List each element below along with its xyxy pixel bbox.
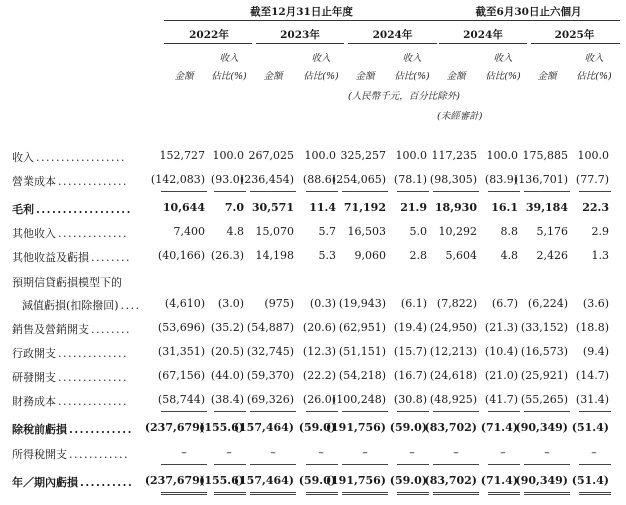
row-label bbox=[12, 446, 129, 462]
cell-amount: 2,426 bbox=[536, 249, 568, 262]
cell-amount: (12,213) bbox=[429, 345, 477, 358]
year-header-2024-h1: 2024年 bbox=[463, 29, 503, 41]
cell-amount: (6,224) bbox=[527, 297, 568, 310]
row-label bbox=[12, 149, 126, 165]
cell-amount: (4,610) bbox=[164, 297, 205, 310]
cell-pct: 100.0 bbox=[212, 149, 244, 162]
subtotal-rule bbox=[161, 411, 207, 412]
col-pct-line2: 佔比(%) bbox=[303, 71, 339, 82]
dot-leader: .................. bbox=[36, 203, 132, 216]
cell-amount: 267,025 bbox=[248, 149, 294, 162]
cell-pct: (31.4) bbox=[575, 393, 609, 406]
cell-amount: 117,235 bbox=[431, 149, 477, 162]
period-header-half-year: 截至6月30日止六個月 bbox=[475, 6, 582, 18]
cell-pct: (51.4) bbox=[571, 421, 609, 434]
cell-amount: (69,326) bbox=[246, 393, 294, 406]
cell-pct: (44.0) bbox=[210, 369, 244, 382]
total-double-rule bbox=[214, 492, 246, 495]
cell-amount: (191,756) bbox=[325, 474, 386, 487]
subtotal-rule bbox=[342, 411, 388, 412]
cell-amount: 10,644 bbox=[162, 201, 205, 214]
subtotal-rule bbox=[579, 411, 611, 412]
cell-amount: (100,248) bbox=[331, 393, 386, 406]
cell-pct: (16.7) bbox=[393, 369, 427, 382]
cell-pct: (18.8) bbox=[575, 321, 609, 334]
dot-leader: .................. bbox=[36, 151, 126, 164]
dot-leader: ............ bbox=[69, 448, 129, 461]
total-double-rule bbox=[161, 492, 207, 495]
cell-pct: (78.1) bbox=[393, 173, 427, 186]
cell-pct: (155.6) bbox=[199, 474, 244, 487]
cell-amount: (254,065) bbox=[331, 173, 386, 186]
subtotal-rule bbox=[250, 191, 296, 192]
cell-amount: – bbox=[453, 446, 459, 459]
cell-pct: 8.8 bbox=[500, 225, 518, 238]
cell-pct: 100.0 bbox=[486, 149, 518, 162]
row-label bbox=[12, 274, 122, 290]
unaudited-note: (未經審計) bbox=[437, 111, 483, 122]
cell-pct: (71.4) bbox=[480, 474, 518, 487]
row-label-text: 除稅前虧損 bbox=[12, 423, 67, 436]
cell-pct: (71.4) bbox=[480, 421, 518, 434]
dot-leader: .............. bbox=[58, 175, 128, 188]
row-label-text: 收入 bbox=[12, 151, 34, 164]
total-double-rule bbox=[397, 492, 429, 495]
cell-amount: 30,571 bbox=[251, 201, 294, 214]
cell-pct: 5.7 bbox=[318, 225, 336, 238]
subtotal-rule bbox=[397, 464, 429, 465]
subtotal-rule bbox=[306, 191, 338, 192]
cell-amount: 18,930 bbox=[434, 201, 477, 214]
subtotal-rule bbox=[579, 464, 611, 465]
col-amount-2024-h1: 金額 bbox=[446, 71, 466, 82]
cell-amount: – bbox=[270, 446, 276, 459]
subtotal-rule bbox=[488, 411, 520, 412]
col-pct-2022 bbox=[207, 52, 251, 84]
cell-amount: – bbox=[362, 446, 368, 459]
year-header-2025-h1-rule bbox=[531, 43, 620, 44]
subtotal-rule bbox=[161, 191, 207, 192]
total-double-rule bbox=[306, 492, 338, 495]
cell-amount: 39,184 bbox=[525, 201, 568, 214]
cell-amount: (157,464) bbox=[233, 474, 294, 487]
col-pct-line1: 收入 bbox=[402, 53, 422, 64]
cell-amount: (16,573) bbox=[520, 345, 568, 358]
cell-pct: (20.5) bbox=[210, 345, 244, 358]
col-pct-2024-h1 bbox=[481, 52, 525, 84]
cell-pct: (59.0) bbox=[298, 421, 336, 434]
period-header-fiscal-year-rule bbox=[164, 20, 439, 21]
year-header-2022-rule bbox=[164, 43, 252, 44]
cell-amount: – bbox=[544, 446, 550, 459]
dot-leader: .............. bbox=[58, 371, 128, 384]
cell-amount: 15,070 bbox=[255, 225, 294, 238]
total-double-rule bbox=[524, 492, 570, 495]
cell-amount: (237,679) bbox=[144, 421, 205, 434]
col-pct-2024 bbox=[390, 52, 434, 84]
cell-amount: (51,151) bbox=[338, 345, 386, 358]
dot-leader: .... bbox=[120, 299, 141, 312]
cell-pct: – bbox=[591, 446, 597, 459]
cell-pct: (26.3) bbox=[210, 249, 244, 262]
cell-amount: (191,756) bbox=[325, 421, 386, 434]
cell-amount: – bbox=[181, 446, 187, 459]
cell-pct: (6.1) bbox=[400, 297, 427, 310]
total-double-rule bbox=[342, 492, 388, 495]
cell-amount: (98,305) bbox=[429, 173, 477, 186]
cell-amount: 71,192 bbox=[343, 201, 386, 214]
subtotal-rule bbox=[306, 411, 338, 412]
cell-amount: (83,702) bbox=[424, 421, 477, 434]
cell-pct: (155.6) bbox=[199, 421, 244, 434]
row-label-text: 減值虧損(扣除撥回) bbox=[22, 299, 119, 312]
cell-pct: (20.6) bbox=[302, 321, 336, 334]
cell-pct: 11.4 bbox=[309, 201, 336, 214]
subtotal-rule bbox=[214, 411, 246, 412]
unit-note: (人民幣千元，百分比除外) bbox=[348, 91, 460, 102]
row-label bbox=[12, 345, 128, 361]
dot-leader: .............. bbox=[58, 395, 128, 408]
subtotal-rule bbox=[433, 191, 479, 192]
year-header-2024-rule bbox=[348, 43, 437, 44]
year-header-2024: 2024年 bbox=[372, 29, 413, 41]
dot-leader: .......... bbox=[80, 476, 134, 489]
cell-pct: 100.0 bbox=[395, 149, 427, 162]
cell-pct: 16.1 bbox=[491, 201, 518, 214]
subtotal-rule bbox=[342, 191, 388, 192]
cell-pct: (88.6) bbox=[302, 173, 336, 186]
cell-amount: 14,198 bbox=[255, 249, 294, 262]
col-amount-2025-h1: 金額 bbox=[537, 71, 557, 82]
cell-amount: 7,400 bbox=[173, 225, 205, 238]
cell-pct: (59.0) bbox=[389, 421, 427, 434]
total-double-rule bbox=[433, 492, 479, 495]
dot-leader: .............. bbox=[58, 227, 128, 240]
cell-amount: (67,156) bbox=[157, 369, 205, 382]
cell-amount: 10,292 bbox=[438, 225, 477, 238]
year-header-2025-h1: 2025年 bbox=[554, 29, 595, 41]
dot-leader: ........ bbox=[91, 251, 131, 264]
cell-amount: (33,152) bbox=[520, 321, 568, 334]
col-pct-line2: 佔比(%) bbox=[211, 71, 247, 82]
subtotal-rule bbox=[524, 191, 570, 192]
col-pct-line1: 收入 bbox=[219, 53, 239, 64]
row-label-text: 財務成本 bbox=[12, 395, 56, 408]
subtotal-rule bbox=[214, 464, 246, 465]
cell-pct: (41.7) bbox=[484, 393, 518, 406]
subtotal-rule bbox=[161, 464, 207, 465]
subtotal-rule bbox=[524, 411, 570, 412]
cell-pct: 100.0 bbox=[577, 149, 609, 162]
row-label-text: 行政開支 bbox=[12, 347, 56, 360]
cell-pct: (0.3) bbox=[309, 297, 336, 310]
cell-pct: 1.3 bbox=[591, 249, 609, 262]
cell-pct: – bbox=[318, 446, 324, 459]
row-label-text: 營業成本 bbox=[12, 175, 56, 188]
cell-pct: – bbox=[500, 446, 506, 459]
cell-amount: 175,885 bbox=[522, 149, 568, 162]
cell-pct: (6.7) bbox=[491, 297, 518, 310]
cell-pct: (35.2) bbox=[210, 321, 244, 334]
cell-amount: (136,701) bbox=[513, 173, 568, 186]
cell-pct: 5.0 bbox=[409, 225, 427, 238]
cell-pct: 7.0 bbox=[224, 201, 244, 214]
subtotal-rule bbox=[250, 464, 296, 465]
col-pct-line1: 收入 bbox=[311, 53, 331, 64]
row-label-text: 銷售及營銷開支 bbox=[12, 323, 89, 336]
row-label-text: 其他收益及虧損 bbox=[12, 251, 89, 264]
dot-leader: ........ bbox=[91, 323, 131, 336]
row-label bbox=[12, 474, 133, 490]
cell-pct: – bbox=[226, 446, 232, 459]
col-pct-2025-h1 bbox=[572, 52, 616, 84]
cell-amount: (55,265) bbox=[520, 393, 568, 406]
subtotal-rule bbox=[433, 411, 479, 412]
year-header-2023: 2023年 bbox=[280, 29, 320, 41]
cell-amount: 5,604 bbox=[445, 249, 477, 262]
row-label-text: 所得稅開支 bbox=[12, 448, 67, 461]
cell-amount: (32,745) bbox=[246, 345, 294, 358]
dot-leader: .............. bbox=[58, 347, 128, 360]
subtotal-rule bbox=[433, 464, 479, 465]
cell-amount: (90,349) bbox=[515, 421, 568, 434]
subtotal-rule bbox=[524, 464, 570, 465]
cell-amount: (90,349) bbox=[515, 474, 568, 487]
cell-amount: 9,060 bbox=[354, 249, 386, 262]
col-amount-2024: 金額 bbox=[355, 71, 375, 82]
cell-pct: (26.0) bbox=[302, 393, 336, 406]
cell-pct: (59.0) bbox=[389, 474, 427, 487]
cell-amount: (83,702) bbox=[424, 474, 477, 487]
cell-amount: (58,744) bbox=[157, 393, 205, 406]
cell-amount: (53,696) bbox=[157, 321, 205, 334]
cell-pct: 2.8 bbox=[409, 249, 427, 262]
row-label bbox=[22, 297, 141, 313]
cell-pct: (12.3) bbox=[302, 345, 336, 358]
cell-amount: 325,257 bbox=[340, 149, 386, 162]
cell-amount: (31,351) bbox=[157, 345, 205, 358]
cell-pct: 21.9 bbox=[400, 201, 427, 214]
cell-pct: (9.4) bbox=[582, 345, 609, 358]
row-label-text: 預期信貸虧損模型下的 bbox=[12, 276, 122, 289]
cell-amount: 16,503 bbox=[347, 225, 386, 238]
cell-pct: 2.9 bbox=[591, 225, 609, 238]
row-label-text: 毛利 bbox=[12, 203, 34, 216]
row-label bbox=[12, 201, 132, 217]
subtotal-rule bbox=[488, 464, 520, 465]
cell-pct: (38.4) bbox=[210, 393, 244, 406]
year-header-2022: 2022年 bbox=[189, 29, 229, 41]
col-pct-line1: 收入 bbox=[493, 53, 513, 64]
subtotal-rule bbox=[397, 191, 429, 192]
year-header-2023-rule bbox=[256, 43, 344, 44]
cell-amount: (19,943) bbox=[338, 297, 386, 310]
row-label bbox=[12, 225, 128, 241]
cell-amount: (975) bbox=[264, 297, 294, 310]
col-pct-line2: 佔比(%) bbox=[576, 71, 612, 82]
row-label bbox=[12, 321, 131, 337]
subtotal-rule bbox=[397, 411, 429, 412]
cell-pct: (22.2) bbox=[302, 369, 336, 382]
cell-pct: (93.0) bbox=[210, 173, 244, 186]
cell-pct: 4.8 bbox=[226, 225, 244, 238]
col-amount-2023: 金額 bbox=[263, 71, 283, 82]
cell-amount: (59,370) bbox=[246, 369, 294, 382]
subtotal-rule bbox=[342, 464, 388, 465]
cell-pct: (14.7) bbox=[575, 369, 609, 382]
row-label bbox=[12, 393, 128, 409]
dot-leader: ............ bbox=[69, 423, 133, 436]
subtotal-rule bbox=[214, 191, 246, 192]
cell-pct: (3.0) bbox=[217, 297, 244, 310]
cell-amount: (25,921) bbox=[520, 369, 568, 382]
col-pct-2023 bbox=[299, 52, 343, 84]
cell-pct: (83.9) bbox=[484, 173, 518, 186]
cell-amount: (62,951) bbox=[338, 321, 386, 334]
cell-pct: – bbox=[409, 446, 415, 459]
col-amount-2022: 金額 bbox=[174, 71, 194, 82]
cell-pct: (15.7) bbox=[393, 345, 427, 358]
cell-pct: (77.7) bbox=[575, 173, 609, 186]
cell-amount: (142,083) bbox=[150, 173, 205, 186]
cell-amount: (236,454) bbox=[239, 173, 294, 186]
col-pct-line2: 佔比(%) bbox=[485, 71, 521, 82]
total-double-rule bbox=[488, 492, 520, 495]
cell-amount: 5,176 bbox=[536, 225, 568, 238]
cell-amount: (24,618) bbox=[429, 369, 477, 382]
cell-pct: (3.6) bbox=[582, 297, 609, 310]
row-label bbox=[12, 421, 133, 437]
cell-amount: (54,218) bbox=[338, 369, 386, 382]
col-pct-line1: 收入 bbox=[584, 53, 604, 64]
cell-amount: (48,925) bbox=[429, 393, 477, 406]
cell-pct: 5.3 bbox=[318, 249, 336, 262]
col-pct-line2: 佔比(%) bbox=[394, 71, 430, 82]
total-double-rule bbox=[250, 492, 296, 495]
cell-pct: 22.3 bbox=[582, 201, 609, 214]
subtotal-rule bbox=[579, 191, 611, 192]
subtotal-rule bbox=[250, 411, 296, 412]
cell-pct: 100.0 bbox=[304, 149, 336, 162]
row-label-text: 研發開支 bbox=[12, 371, 56, 384]
cell-amount: (40,166) bbox=[157, 249, 205, 262]
row-label bbox=[12, 173, 128, 189]
cell-amount: (157,464) bbox=[233, 421, 294, 434]
row-label bbox=[12, 249, 131, 265]
period-header-half-year-rule bbox=[437, 20, 620, 21]
row-label-text: 年／期內虧損 bbox=[12, 476, 78, 489]
subtotal-rule bbox=[488, 191, 520, 192]
cell-amount: 152,727 bbox=[159, 149, 205, 162]
cell-amount: (54,887) bbox=[246, 321, 294, 334]
cell-amount: (237,679) bbox=[144, 474, 205, 487]
cell-pct: (21.3) bbox=[484, 321, 518, 334]
row-label-text: 其他收入 bbox=[12, 227, 56, 240]
cell-pct: (10.4) bbox=[484, 345, 518, 358]
period-header-fiscal-year: 截至12月31日止年度 bbox=[250, 6, 353, 18]
cell-amount: (24,950) bbox=[429, 321, 477, 334]
cell-pct: (30.8) bbox=[393, 393, 427, 406]
row-label bbox=[12, 369, 128, 385]
year-header-2024-h1-rule bbox=[439, 43, 527, 44]
subtotal-rule bbox=[306, 464, 338, 465]
total-double-rule bbox=[579, 492, 611, 495]
cell-pct: (19.4) bbox=[393, 321, 427, 334]
cell-pct: (21.0) bbox=[484, 369, 518, 382]
cell-amount: (7,822) bbox=[436, 297, 477, 310]
cell-pct: (51.4) bbox=[571, 474, 609, 487]
cell-pct: 4.8 bbox=[500, 249, 518, 262]
cell-pct: (59.0) bbox=[298, 474, 336, 487]
